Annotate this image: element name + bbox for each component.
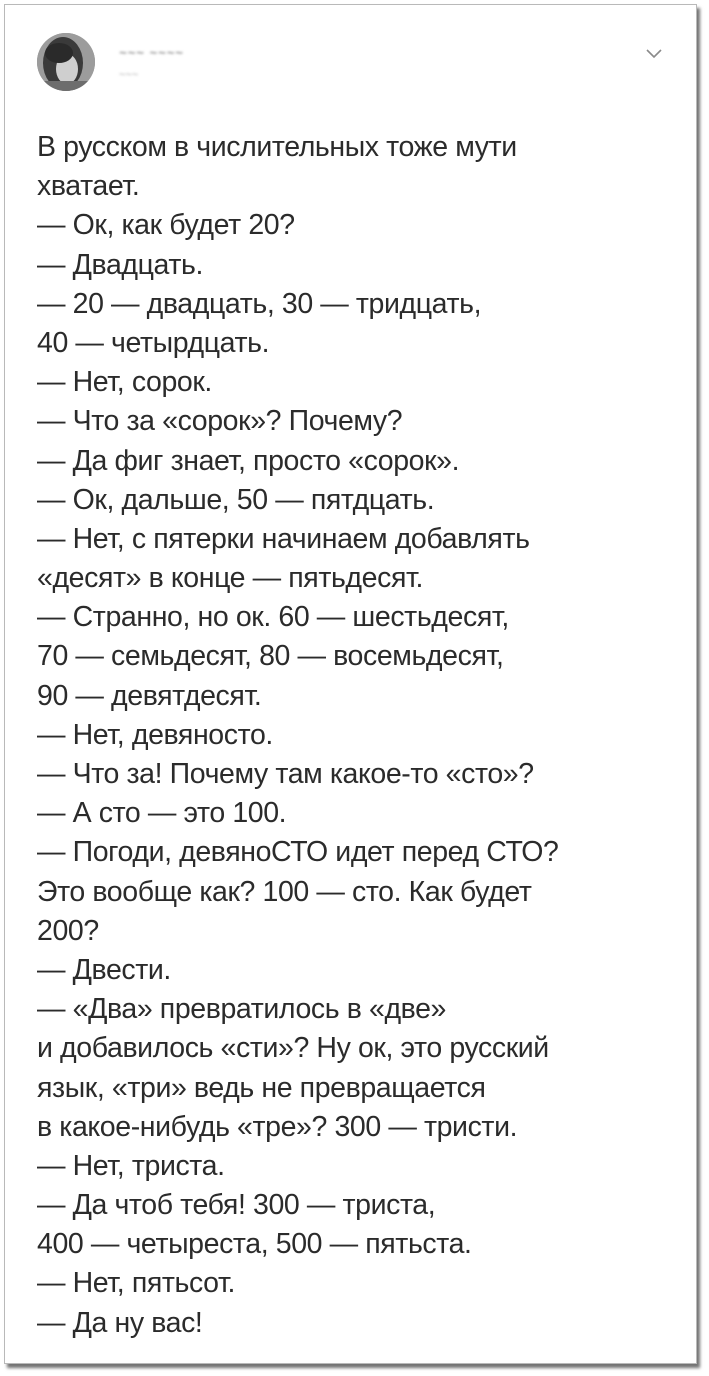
tweet-line: и добавилось «сти»? Ну ок, это русский (37, 1032, 549, 1065)
chevron-down-icon[interactable] (646, 47, 662, 59)
tweet-line: — Да ну вас! (37, 1306, 203, 1339)
tweet-header (35, 29, 666, 99)
tweet-card (4, 4, 697, 1364)
tweet-line: — Погоди, девяноСТО идет перед СТО? (37, 836, 559, 869)
tweet-line: язык, «три» ведь не превращается (37, 1071, 486, 1104)
tweet-line: 400 — четыреста, 500 — пятьста. (37, 1228, 472, 1261)
tweet-line: — Двадцать. (37, 248, 203, 281)
tweet-text (37, 128, 677, 1343)
tweet-line: Это вообще как? 100 — сто. Как будет (37, 875, 532, 908)
tweet-line: 90 — девятдесят. (37, 679, 262, 712)
tweet-line: «десят» в конце — пятьдесят. (37, 562, 424, 595)
tweet-line: 40 — четырдцать. (37, 326, 270, 359)
tweet-line: 200? (37, 914, 99, 947)
tweet-line: — Что за «сорок»? Почему? (37, 405, 403, 438)
tweet-line: — Нет, сорок. (37, 366, 212, 399)
tweet-line: — Нет, пятьсот. (37, 1267, 236, 1300)
avatar[interactable] (37, 33, 95, 91)
tweet-line: — Ок, как будет 20? (37, 209, 295, 242)
author-handle: ~~~ (119, 69, 139, 81)
tweet-line: — Что за! Почему там какое-то «сто»? (37, 758, 534, 790)
tweet-line: — Двести. (37, 953, 171, 986)
tweet-line: — Странно, но ок. 60 — шестьдесят, (37, 601, 509, 634)
tweet-line: — Да фиг знает, просто «сорок». (37, 444, 460, 477)
tweet-line: — Нет, девяносто. (37, 718, 273, 751)
tweet-line: — А сто — это 100. (37, 797, 287, 830)
tweet-line: В русском в числительных тоже мути (37, 131, 517, 163)
tweet-line: — Да чтоб тебя! 300 — триста, (37, 1189, 436, 1222)
tweet-line: — Ок, дальше, 50 — пятдцать. (37, 483, 435, 516)
author-name[interactable]: ~~~ ~~~~ (119, 45, 184, 60)
tweet-line: в какое-нибудь «тре»? 300 — тристи. (37, 1110, 518, 1143)
tweet-line: 70 — семьдесят, 80 — восемьдесят, (37, 640, 504, 673)
tweet-line: — Нет, триста. (37, 1149, 225, 1182)
tweet-line: — Нет, с пятерки начинаем добавлять (37, 522, 530, 555)
tweet-line: — 20 — двадцать, 30 — тридцать, (37, 287, 482, 320)
tweet-line: хватает. (37, 170, 140, 203)
tweet-line: — «Два» превратилось в «две» (37, 993, 447, 1026)
